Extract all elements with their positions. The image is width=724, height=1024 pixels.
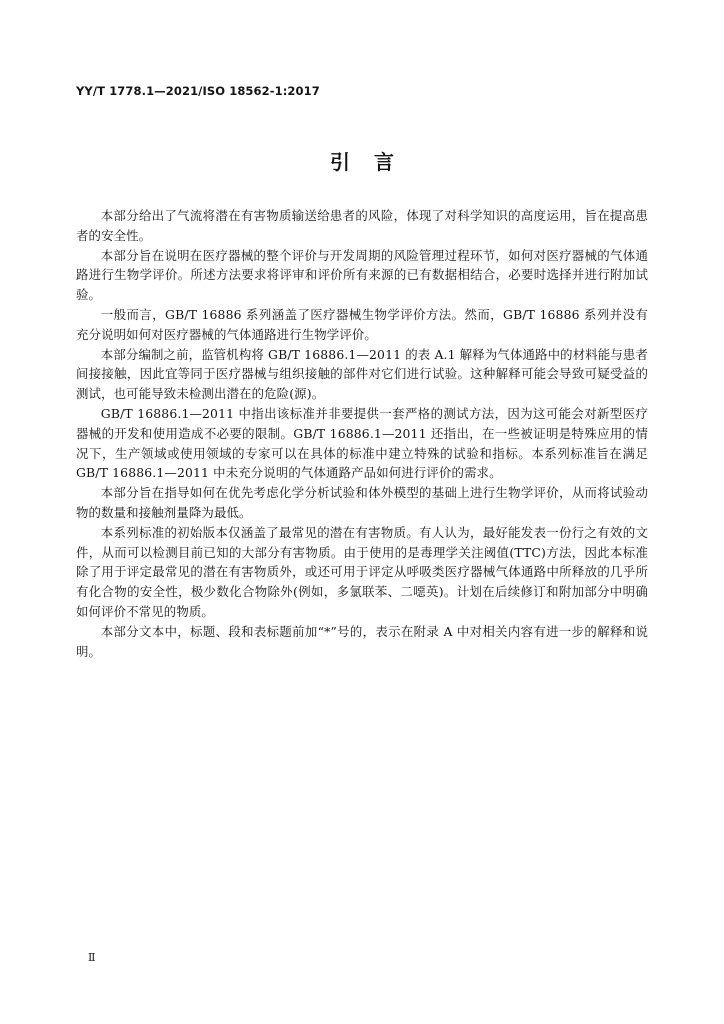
page-number: Ⅱ	[88, 951, 96, 964]
paragraph-4: 本部分编制之前，监管机构将 GB/T 16886.1—2011 的表 A.1 解释为气体通路中的材料能与患者间接接触，因此宜等同于医疗器械与组织接触的部件对它们进行试验。这种解释可能会导致可疑受益的测试，也可能导致未检测出潜在的危险(源)。	[76, 346, 648, 402]
section-title: 引言	[330, 150, 418, 174]
standard-number-header: YY/T 1778.1—2021/ISO 18562-1:2017	[76, 84, 320, 98]
paragraph-5: GB/T 16886.1—2011 中指出该标准并非要提供一套严格的测试方法，因为这可能会对新型医疗器械的开发和使用造成不必要的限制。GB/T 16886.1—2011 还指出，在一些被证明是特殊应用的情况下，生产领域或使用领域的专家可以在具体的标准中建立特殊的试验和指标。本系列标准旨在满足 GB/T 16886.1—2011 中未充分说明的气体通路产品如何进行评价的需求。	[76, 405, 648, 481]
paragraph-3: 一般而言，GB/T 16886 系列涵盖了医疗器械生物学评价方法。然而，GB/T 16886 系列并没有充分说明如何对医疗器械的气体通路进行生物学评价。	[76, 306, 648, 342]
paragraph-1: 本部分给出了气流将潜在有害物质输送给患者的风险，体现了对科学知识的高度运用，旨在提高患者的安全性。	[76, 208, 648, 243]
paragraph-8: 本部分文本中，标题、段和表标题前加“*”号的，表示在附录 A 中对相关内容有进一步的解释和说明。	[76, 623, 648, 659]
paragraph-7: 本系列标准的初始版本仅涵盖了最常见的潜在有害物质。有人认为，最好能发表一份行之有效的文件，从而可以检测目前已知的大部分有害物质。由于使用的是毒理学关注阈值(TTC)方法，因此本标准除了用于评定最常见的潜在有害物质外，或还可用于评定从呼吸类医疗器械气体通路中所释放的几乎所有化合物的安全性，极少数化合物除外(例如，多氯联苯、二噁英)。计划在后续修订和附加部分中明确如何评价不常见的物质。	[76, 524, 648, 619]
introduction-body	[76, 206, 648, 661]
paragraph-6: 本部分旨在指导如何在优先考虑化学分析试验和体外模型的基础上进行生物学评价，从而将试验动物的数量和接触剂量降为最低。	[76, 485, 648, 520]
paragraph-2: 本部分旨在说明在医疗器械的整个评价与开发周期的风险管理过程环节，如何对医疗器械的气体通路进行生物学评价。所述方法要求将评审和评价所有来源的已有数据相结合，必要时选择并进行附加试验。	[76, 247, 648, 303]
